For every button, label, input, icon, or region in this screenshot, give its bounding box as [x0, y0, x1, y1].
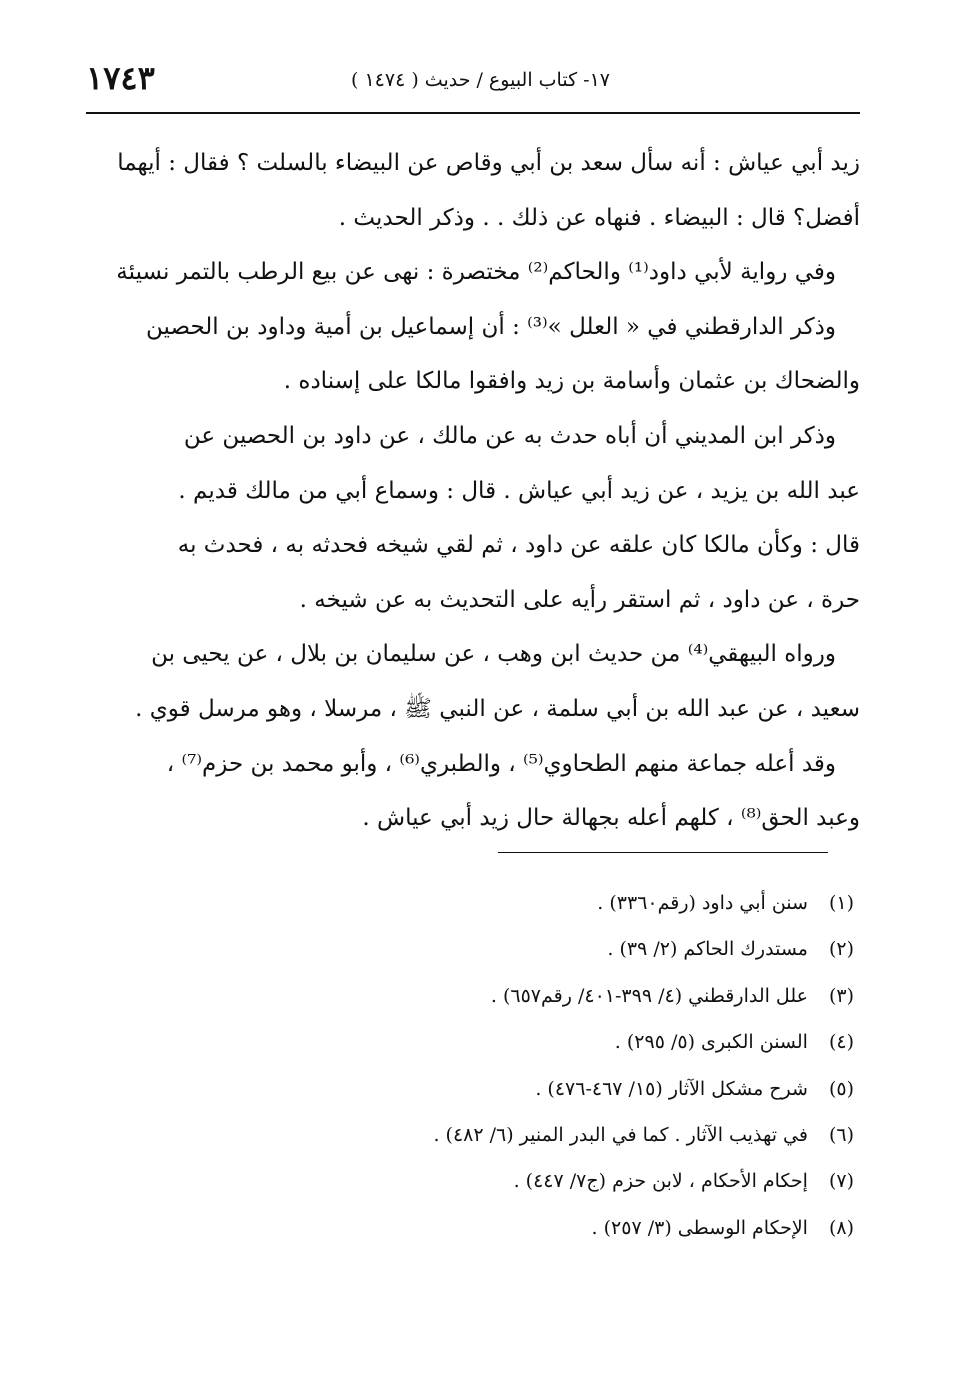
text-line: أفضل؟ قال : البيضاء . فنهاه عن ذلك . . وذكر الحديث . [338, 204, 860, 231]
text-line: وعبد الحق⁽⁸⁾ ، كلهم أعله بجهالة حال زيد أبي عياش . [362, 805, 860, 832]
footnote-text: السنن الكبرى (٥/ ٢٩٥) . [614, 1031, 808, 1054]
footnote-number: (٤) [828, 1031, 854, 1054]
text-line: وقد أعله جماعة منهم الطحاوي⁽⁵⁾ ، والطبري⁽⁶⁾ ، وأبو محمد بن حزم⁽⁷⁾ ، [166, 750, 836, 777]
footnote-text: إحكام الأحكام ، لابن حزم (ج٧/ ٤٤٧) . [513, 1170, 808, 1193]
page-number: ١٧٤٣ [86, 59, 155, 97]
text-line: حرة ، عن داود ، ثم استقر رأيه على التحديث به عن شيخه . [299, 586, 860, 613]
footnote-number: (٥) [828, 1077, 854, 1100]
running-title: ١٧- كتاب البيوع / حديث ( ١٤٧٤ ) [351, 69, 610, 91]
footnote-text: سنن أبي داود (رقم٣٣٦٠) . [597, 892, 808, 914]
main-text [86, 136, 860, 846]
footnote-item [134, 1205, 854, 1251]
footnote-number: (٦) [828, 1123, 854, 1146]
text-line: وذكر الدارقطني في « العلل »⁽³⁾ : أن إسماعيل بن أمية وداود بن الحصين [146, 313, 836, 340]
page-header [86, 58, 860, 106]
footnote-item [134, 1158, 854, 1204]
footnote-text: علل الدارقطني (٤/ ٣٩٩-٤٠١/ رقم٦٥٧) . [490, 984, 808, 1007]
footnote-number: (٢) [828, 938, 854, 961]
footnote-number: (٣) [828, 984, 854, 1007]
footnote-number: (١) [828, 892, 854, 914]
text-line: عبد الله بن يزيد ، عن زيد أبي عياش . قال : وسماع أبي من مالك قديم . [178, 477, 860, 504]
text-line: وفي رواية لأبي داود⁽¹⁾ والحاكم⁽²⁾ مختصرة : نهى عن بيع الرطب بالتمر نسيئة [116, 259, 836, 286]
footnote-number: (٨) [828, 1216, 854, 1239]
footnote-item [134, 1019, 854, 1065]
text-line: سعيد ، عن عبد الله بن أبي سلمة ، عن النبي ﷺ ، مرسلا ، وهو مرسل قوي . [135, 695, 860, 722]
footnote-text: شرح مشكل الآثار (١٥/ ٤٦٧-٤٧٦) . [535, 1077, 808, 1100]
footnote-item [134, 880, 854, 926]
footnote-number: (٧) [828, 1170, 854, 1193]
footnote-separator [498, 852, 828, 853]
text-line: زيد أبي عياش : أنه سأل سعد بن أبي وقاص عن البيضاء بالسلت ؟ فقال : أيهما [117, 150, 860, 176]
footnote-item [134, 926, 854, 972]
footnote-item [134, 1112, 854, 1158]
text-line: والضحاك بن عثمان وأسامة بن زيد وافقوا مالكا على إسناده . [283, 368, 860, 395]
footnote-text: في تهذيب الآثار . كما في البدر المنير (٦/ ٤٨٢) . [433, 1123, 808, 1146]
footnote-text: مستدرك الحاكم (٢/ ٣٩) . [607, 938, 808, 961]
text-line: ورواه البيهقي⁽⁴⁾ من حديث ابن وهب ، عن سليمان بن بلال ، عن يحيى بن [151, 641, 836, 668]
footnote-item [134, 1066, 854, 1112]
footnote-item [134, 973, 854, 1019]
header-rule [86, 112, 860, 114]
text-line: قال : وكأن مالكا كان علقه عن داود ، ثم لقي شيخه فحدثه به ، فحدث به [177, 532, 860, 559]
footnotes [134, 880, 854, 1251]
footnote-text: الإحكام الوسطى (٣/ ٢٥٧) . [591, 1216, 808, 1239]
text-line: وذكر ابن المديني أن أباه حدث به عن مالك ، عن داود بن الحصين عن [183, 422, 836, 449]
